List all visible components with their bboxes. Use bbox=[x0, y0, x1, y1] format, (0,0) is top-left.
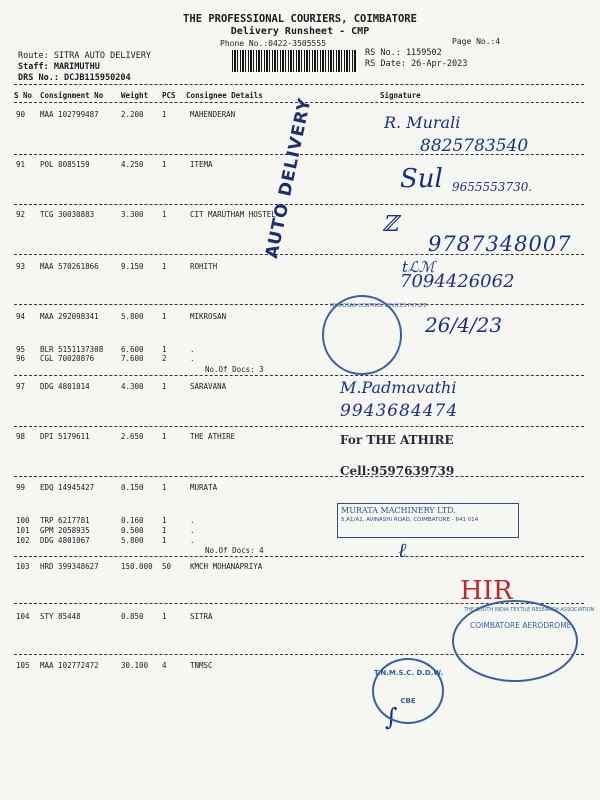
row-sno: 99 bbox=[16, 483, 26, 492]
row-sno: 96 bbox=[16, 354, 26, 363]
row-divider bbox=[14, 304, 584, 305]
mikrosan-stamp bbox=[322, 295, 428, 375]
row-consignee: CIT MARUTHAM HOSTEL bbox=[190, 210, 276, 219]
row-sno: 98 bbox=[16, 432, 26, 441]
row-consignment: DDG 4801067 bbox=[40, 536, 90, 545]
tnmsc-stamp bbox=[372, 658, 444, 724]
row-weight: 2.200 bbox=[121, 110, 144, 119]
col-consignee: Consignee Details bbox=[186, 91, 263, 100]
row-consignee: . bbox=[190, 536, 195, 545]
staff-label: Staff: MARIMUTHU bbox=[18, 62, 100, 72]
drs-number: DRS No.: DCJB115950204 bbox=[18, 73, 131, 83]
murata-stamp-name: MURATA MACHINERY LTD. bbox=[341, 506, 456, 515]
row-weight: 0.500 bbox=[121, 526, 144, 535]
signature-name: R. Murali bbox=[384, 113, 461, 132]
row-pcs: 1 bbox=[162, 312, 167, 321]
signature-phone: 9655553730. bbox=[452, 180, 533, 194]
company-title: THE PROFESSIONAL COURIERS, COIMBATORE bbox=[183, 13, 417, 25]
row-weight: 3.300 bbox=[121, 210, 144, 219]
sitra-stamp-ring: THE SOUTH INDIA TEXTILE RESEARCH ASSOCIATION bbox=[464, 607, 595, 613]
row-sno: 102 bbox=[16, 536, 30, 545]
phone-number: Phone No.:0422-3505555 bbox=[220, 39, 326, 48]
row-sno: 92 bbox=[16, 210, 26, 219]
row-pcs: 1 bbox=[162, 526, 167, 535]
rs-number: RS No.: 1159502 bbox=[365, 48, 442, 58]
row-sno: 95 bbox=[16, 345, 26, 354]
row-sno: 101 bbox=[16, 526, 30, 535]
signature-name: M.Padmavathi bbox=[340, 378, 457, 397]
signature-phone: 8825783540 bbox=[420, 136, 529, 156]
barcode bbox=[232, 50, 356, 72]
signature-phone: 9943684474 bbox=[340, 401, 459, 421]
row-divider bbox=[14, 204, 584, 205]
page-number: Page No.:4 bbox=[452, 37, 501, 46]
rs-date: RS Date: 26-Apr-2023 bbox=[365, 59, 468, 69]
row-weight: 30.100 bbox=[121, 661, 149, 670]
row-weight: 4.250 bbox=[121, 160, 144, 169]
row-sno: 105 bbox=[16, 661, 30, 670]
signature-date: 26/4/23 bbox=[425, 313, 503, 337]
row-pcs: 1 bbox=[162, 432, 167, 441]
row-pcs: 1 bbox=[162, 210, 167, 219]
route-label: Route: SITRA AUTO DELIVERY bbox=[18, 51, 152, 61]
row-weight: 9.150 bbox=[121, 262, 144, 271]
row-weight: 0.160 bbox=[121, 516, 144, 525]
row-pcs: 1 bbox=[162, 345, 167, 354]
row-consignment: MAA 102772472 bbox=[40, 661, 99, 670]
row-sno: 90 bbox=[16, 110, 26, 119]
signature-scribble: tℒℳ bbox=[402, 258, 435, 276]
murata-stamp-address: 5,A1/A2, AVINASHI ROAD, COIMBATORE - 641 014 bbox=[341, 517, 479, 523]
signature-scribble: Sul bbox=[400, 164, 443, 194]
row-pcs: 1 bbox=[162, 536, 167, 545]
header-rule-top bbox=[14, 84, 584, 85]
row-consignment: MAA 292098341 bbox=[40, 312, 99, 321]
col-sno: S No bbox=[14, 91, 33, 100]
row-sno: 94 bbox=[16, 312, 26, 321]
signature-hir: HIR bbox=[460, 576, 513, 606]
row-weight: 5.800 bbox=[121, 312, 144, 321]
row-consignment: MAA 102799487 bbox=[40, 110, 99, 119]
row-pcs: 1 bbox=[162, 612, 167, 621]
row-consignment: EDQ 14945427 bbox=[40, 483, 95, 492]
murata-stamp bbox=[337, 503, 519, 538]
row-weight: 5.800 bbox=[121, 536, 144, 545]
row-divider bbox=[14, 476, 584, 477]
signature-scribble: ∫ bbox=[385, 703, 398, 731]
row-consignee: . bbox=[190, 345, 195, 354]
row-weight: 7.600 bbox=[121, 354, 144, 363]
row-consignment: TRP 6217781 bbox=[40, 516, 90, 525]
row-weight: 6.600 bbox=[121, 345, 144, 354]
row-consignee: MURATA bbox=[190, 483, 218, 492]
mikrosan-stamp-text: MIKROSAN CONTROL DEVICES PVT.LTD bbox=[330, 303, 428, 309]
row-consignee: KMCH MOHANAPRIYA bbox=[190, 562, 263, 571]
row-divider bbox=[14, 556, 584, 557]
row-weight: 0.850 bbox=[121, 612, 144, 621]
row-consignee: TNMSC bbox=[190, 661, 213, 670]
row-consignment: STY 85448 bbox=[40, 612, 81, 621]
docs-count: No.Of Docs: 3 bbox=[205, 365, 264, 374]
row-sno: 93 bbox=[16, 262, 26, 271]
row-consignee: SARAVANA bbox=[190, 382, 227, 391]
row-pcs: 2 bbox=[162, 354, 167, 363]
tnmsc-stamp-city: CBE bbox=[400, 697, 416, 705]
row-pcs: 50 bbox=[162, 562, 172, 571]
docs-count: No.Of Docs: 4 bbox=[205, 546, 264, 555]
signature-scribble: ℤ bbox=[382, 212, 399, 237]
for-athire: For THE ATHIRE bbox=[340, 433, 454, 447]
row-consignment: DPI 5179611 bbox=[40, 432, 90, 441]
row-consignment: POL 8085159 bbox=[40, 160, 90, 169]
tnmsc-stamp-text: T.N.M.S.C. D.D.W. bbox=[374, 669, 444, 677]
signature-phone: 9787348007 bbox=[428, 232, 572, 256]
row-consignee: ITEMA bbox=[190, 160, 213, 169]
row-consignment: BLR 5151137308 bbox=[40, 345, 104, 354]
row-divider bbox=[14, 375, 584, 376]
row-weight: 4.300 bbox=[121, 382, 144, 391]
row-pcs: 1 bbox=[162, 516, 167, 525]
row-consignment: HRD 399348627 bbox=[40, 562, 99, 571]
sitra-stamp bbox=[452, 600, 595, 682]
row-divider bbox=[14, 426, 584, 427]
cell-number: Cell:9597639739 bbox=[340, 464, 455, 478]
row-consignee: MAHENDERAN bbox=[190, 110, 236, 119]
row-consignment: DDG 4801014 bbox=[40, 382, 90, 391]
row-consignee: ROHITH bbox=[190, 262, 218, 271]
sitra-stamp-center: COIMBATORE AERODROME bbox=[470, 621, 572, 630]
row-pcs: 1 bbox=[162, 483, 167, 492]
row-sno: 103 bbox=[16, 562, 30, 571]
runsheet-subtitle: Delivery Runsheet - CMP bbox=[230, 26, 370, 37]
row-consignment: TCG 30030883 bbox=[40, 210, 95, 219]
row-sno: 97 bbox=[16, 382, 26, 391]
col-weight: Weight bbox=[121, 91, 149, 100]
row-consignee: MIKROSAN bbox=[190, 312, 227, 321]
row-sno: 100 bbox=[16, 516, 30, 525]
row-consignee: . bbox=[190, 354, 195, 363]
row-consignment: CGL 70020876 bbox=[40, 354, 95, 363]
col-pcs: PCS bbox=[162, 91, 176, 100]
row-consignee: . bbox=[190, 526, 195, 535]
row-consignment: GPM 2058935 bbox=[40, 526, 90, 535]
row-pcs: 1 bbox=[162, 382, 167, 391]
row-weight: 150.000 bbox=[121, 562, 153, 571]
row-consignment: MAA 570261866 bbox=[40, 262, 99, 271]
row-consignee: THE ATHIRE bbox=[190, 432, 236, 441]
auto-delivery-stamp: AUTO DELIVERY bbox=[262, 96, 316, 261]
col-consignment: Consignment No bbox=[40, 91, 104, 100]
col-signature: Signature bbox=[380, 91, 421, 100]
row-pcs: 1 bbox=[162, 262, 167, 271]
signature-scribble: ℓ bbox=[398, 538, 407, 562]
signature-phone: 7094426062 bbox=[400, 271, 515, 292]
row-sno: 91 bbox=[16, 160, 26, 169]
row-pcs: 1 bbox=[162, 110, 167, 119]
row-weight: 2.650 bbox=[121, 432, 144, 441]
row-consignee: SITRA bbox=[190, 612, 213, 621]
row-pcs: 1 bbox=[162, 160, 167, 169]
row-consignee: . bbox=[190, 516, 195, 525]
row-sno: 104 bbox=[16, 612, 30, 621]
row-pcs: 4 bbox=[162, 661, 167, 670]
row-weight: 0.150 bbox=[121, 483, 144, 492]
